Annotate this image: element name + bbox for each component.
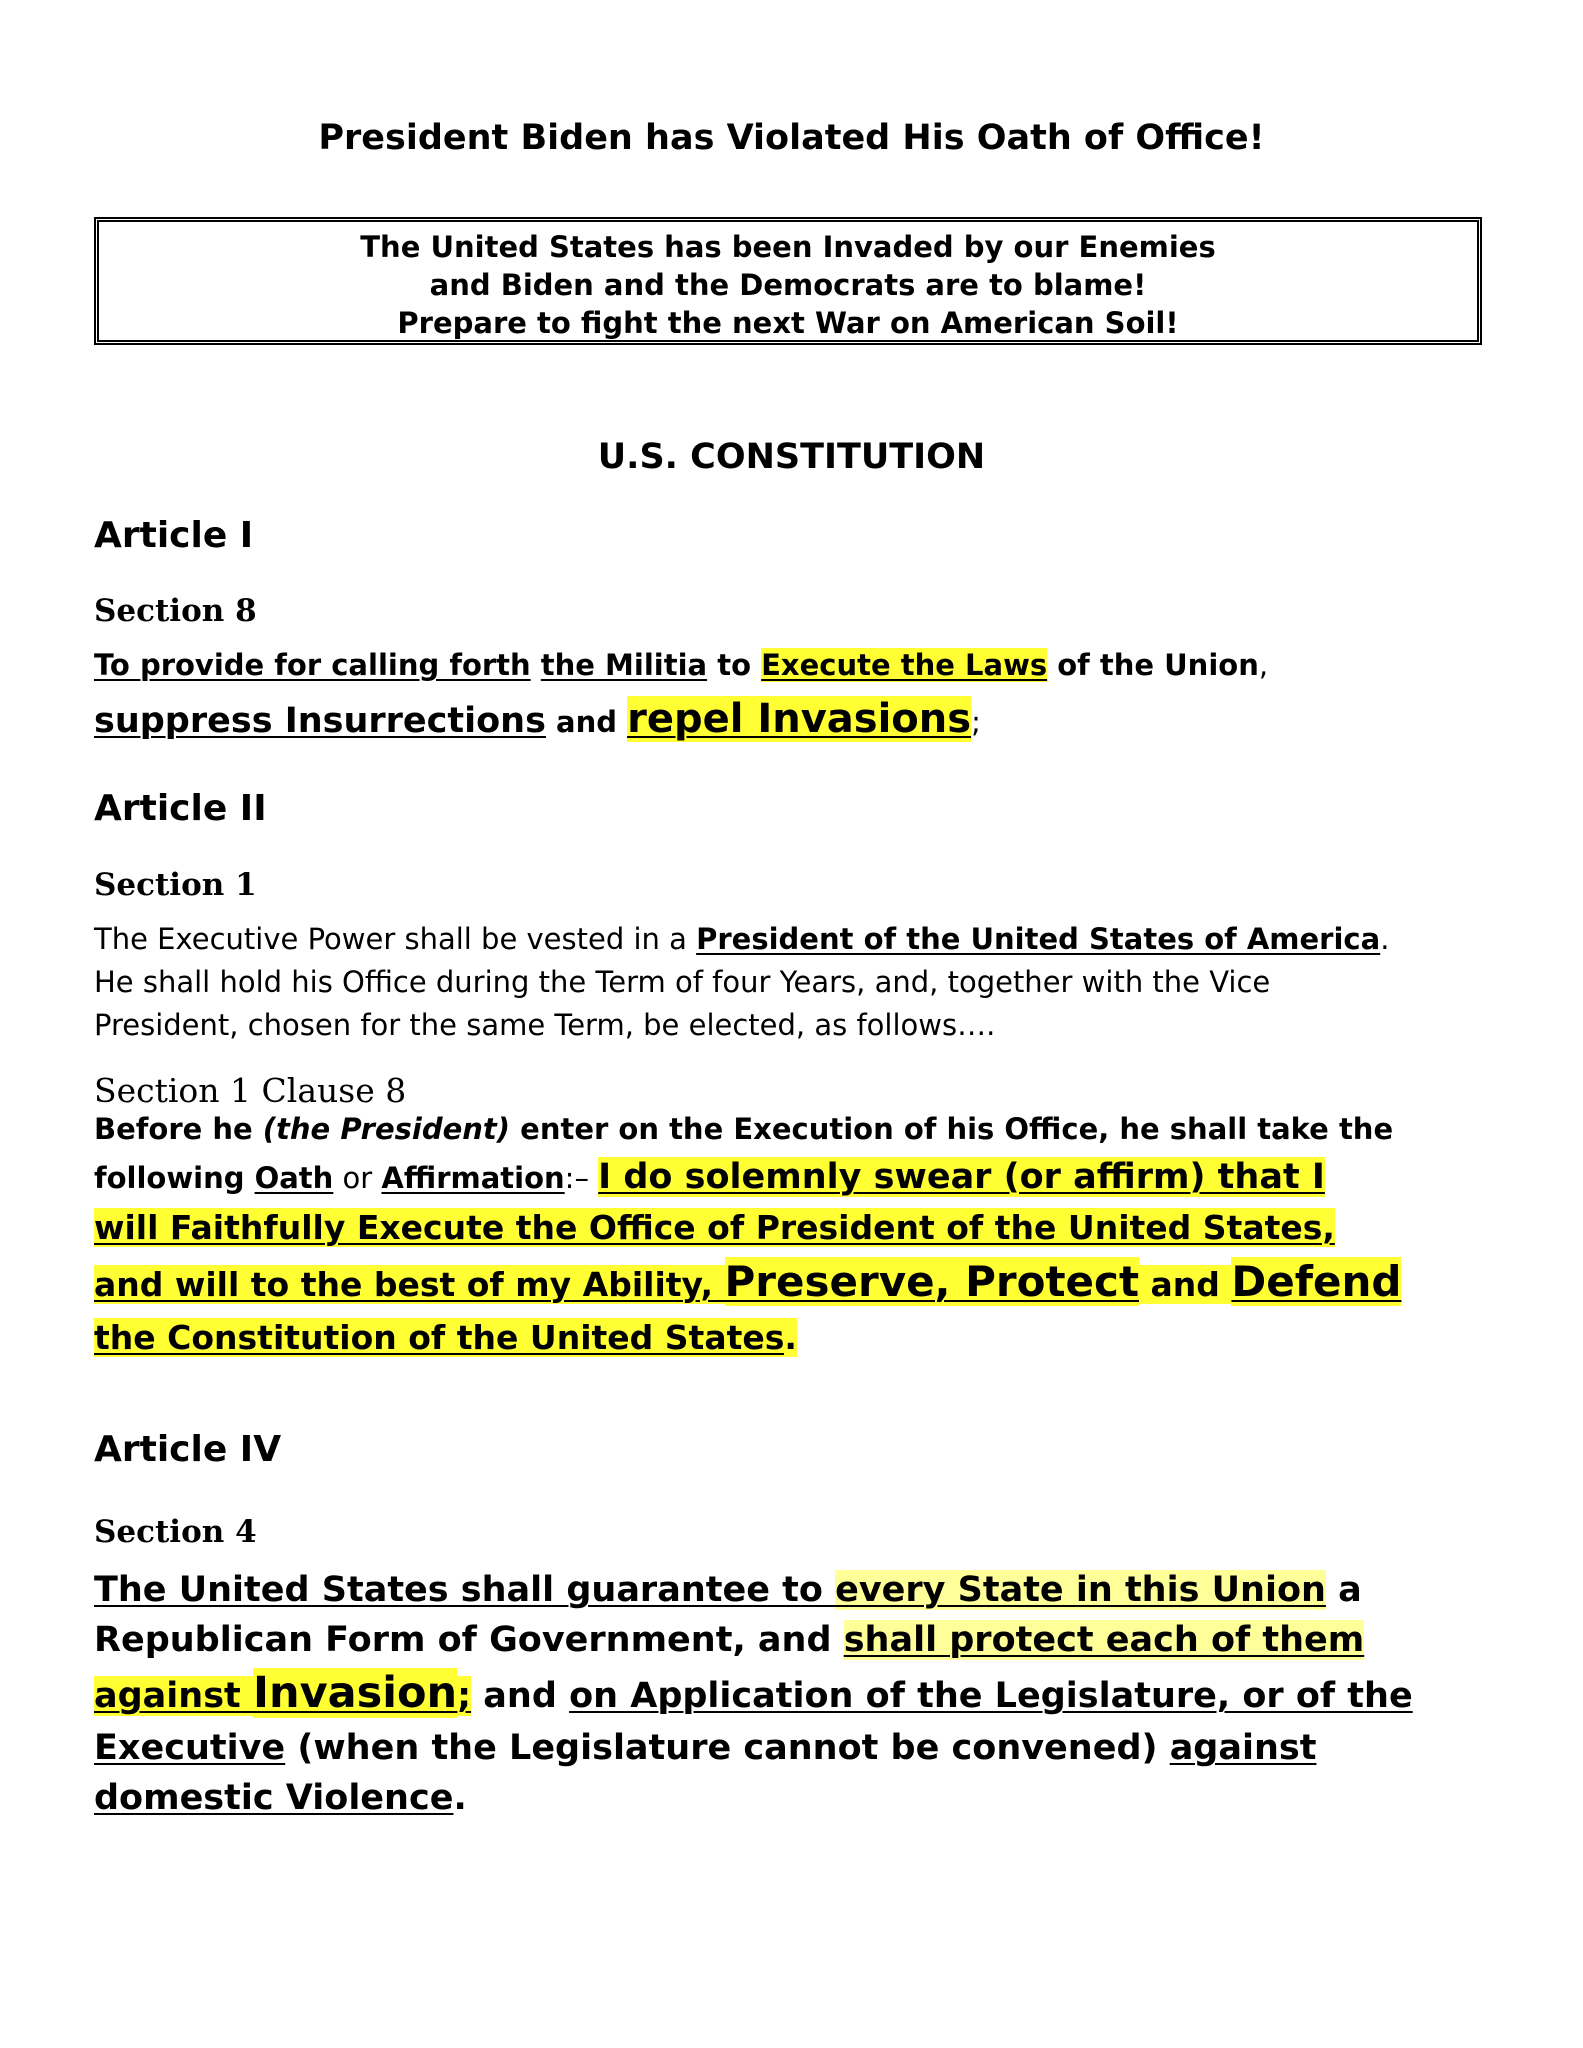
text-segment: Affirmation bbox=[381, 1161, 565, 1195]
text-segment: ; bbox=[971, 705, 981, 739]
text-segment: (when the Legislature cannot be convened) bbox=[285, 1728, 1170, 1768]
page-title: President Biden has Violated His Oath of Office! bbox=[318, 118, 1265, 158]
article-2-para-line-1 bbox=[94, 922, 1389, 956]
highlight-oath: and bbox=[1139, 1265, 1232, 1304]
highlight-protect: shall protect each of them bbox=[843, 1620, 1365, 1660]
article-4-line-2 bbox=[94, 1620, 1364, 1660]
text-segment: :– bbox=[564, 1161, 599, 1195]
highlight-every-state: every State in this Union bbox=[835, 1570, 1326, 1610]
article-2-clause-heading: Section 1 Clause 8 bbox=[94, 1071, 407, 1110]
article-4-line-5 bbox=[94, 1778, 467, 1818]
article-4-line-1 bbox=[94, 1570, 1362, 1610]
text-segment: The Executive Power shall be vested in a bbox=[94, 922, 697, 956]
constitution-heading: U.S. CONSTITUTION bbox=[597, 437, 986, 477]
banner-line-1: The United States has been Invaded by our Enemies bbox=[360, 230, 1216, 264]
text-segment bbox=[531, 648, 541, 682]
text-segment: Republican Form of Government, and bbox=[94, 1620, 844, 1660]
highlight-oath: will Faithfully Execute the Office of President of the United States, bbox=[94, 1208, 1335, 1247]
text-segment: The United States shall guarantee to bbox=[94, 1570, 836, 1610]
article-4-line-3 bbox=[94, 1668, 1413, 1718]
article-1-line-2 bbox=[94, 696, 981, 742]
oath-line-3 bbox=[94, 1208, 1335, 1247]
text-segment: . bbox=[453, 1778, 467, 1818]
text-segment: , bbox=[1258, 648, 1269, 682]
highlight-invasion: ; bbox=[457, 1676, 472, 1716]
text-segment: . bbox=[1380, 922, 1390, 956]
article-1-heading: Article I bbox=[94, 515, 254, 556]
highlight-repel-invasions: repel Invasions bbox=[627, 696, 972, 742]
highlight-oath: I do solemnly swear (or affirm) that I bbox=[598, 1157, 1325, 1197]
article-2-section: Section 1 bbox=[94, 867, 257, 903]
text-segment: enter on the Execution of his Office, he shall take the bbox=[510, 1112, 1394, 1146]
text-segment: (the President) bbox=[262, 1112, 511, 1146]
banner-box bbox=[94, 217, 1482, 345]
text-segment: to bbox=[707, 648, 762, 682]
article-2-heading: Article II bbox=[94, 788, 267, 829]
highlight-oath: Preserve, Protect bbox=[724, 1257, 1140, 1306]
text-segment: Before he bbox=[94, 1112, 263, 1146]
text-segment: on Application of the Legislature, or of the bbox=[569, 1676, 1413, 1716]
article-2-para-line-3: President, chosen for the same Term, be elected, as follows…. bbox=[94, 1008, 996, 1042]
text-segment: and bbox=[471, 1676, 570, 1716]
highlight-invasion: Invasion bbox=[252, 1668, 458, 1718]
oath-line-2 bbox=[94, 1157, 1325, 1197]
oath-line-4 bbox=[94, 1257, 1401, 1306]
text-segment: of the Union bbox=[1047, 648, 1259, 682]
text-segment: Oath bbox=[254, 1161, 334, 1195]
article-4-line-4 bbox=[94, 1728, 1316, 1768]
highlight-oath: Defend bbox=[1231, 1257, 1402, 1306]
text-segment: and bbox=[545, 705, 628, 739]
text-segment: suppress Insurrections bbox=[94, 701, 546, 741]
article-2-para-line-2: He shall hold his Office during the Term of four Years, and, together with the Vice bbox=[94, 965, 1271, 999]
text-segment: a bbox=[1325, 1570, 1362, 1610]
highlight-oath: . bbox=[784, 1318, 797, 1357]
article-4-section: Section 4 bbox=[94, 1514, 257, 1550]
text-segment: President of the United States of America bbox=[696, 922, 1381, 956]
text-segment: the Militia bbox=[540, 648, 708, 682]
text-segment: against bbox=[1169, 1728, 1317, 1768]
banner-line-2: and Biden and the Democrats are to blame! bbox=[429, 268, 1147, 302]
highlight-invasion: against bbox=[94, 1676, 253, 1716]
article-4-heading: Article IV bbox=[94, 1429, 282, 1470]
article-1-line-1 bbox=[94, 648, 1268, 682]
highlight-oath: the Constitution of the United States bbox=[94, 1318, 785, 1357]
oath-line-1 bbox=[94, 1112, 1393, 1146]
highlight-execute-laws: Execute the Laws bbox=[761, 648, 1048, 682]
text-segment: or bbox=[333, 1161, 382, 1195]
highlight-oath: and will to the best of my Ability, bbox=[94, 1265, 725, 1304]
article-1-section: Section 8 bbox=[94, 593, 257, 629]
text-segment: following bbox=[94, 1161, 255, 1195]
oath-line-5 bbox=[94, 1318, 797, 1357]
text-segment: domestic Violence bbox=[94, 1778, 454, 1818]
text-segment: Executive bbox=[94, 1728, 286, 1768]
banner-line-3: Prepare to fight the next War on American Soil! bbox=[397, 306, 1179, 340]
text-segment: To provide for calling forth bbox=[94, 648, 531, 682]
